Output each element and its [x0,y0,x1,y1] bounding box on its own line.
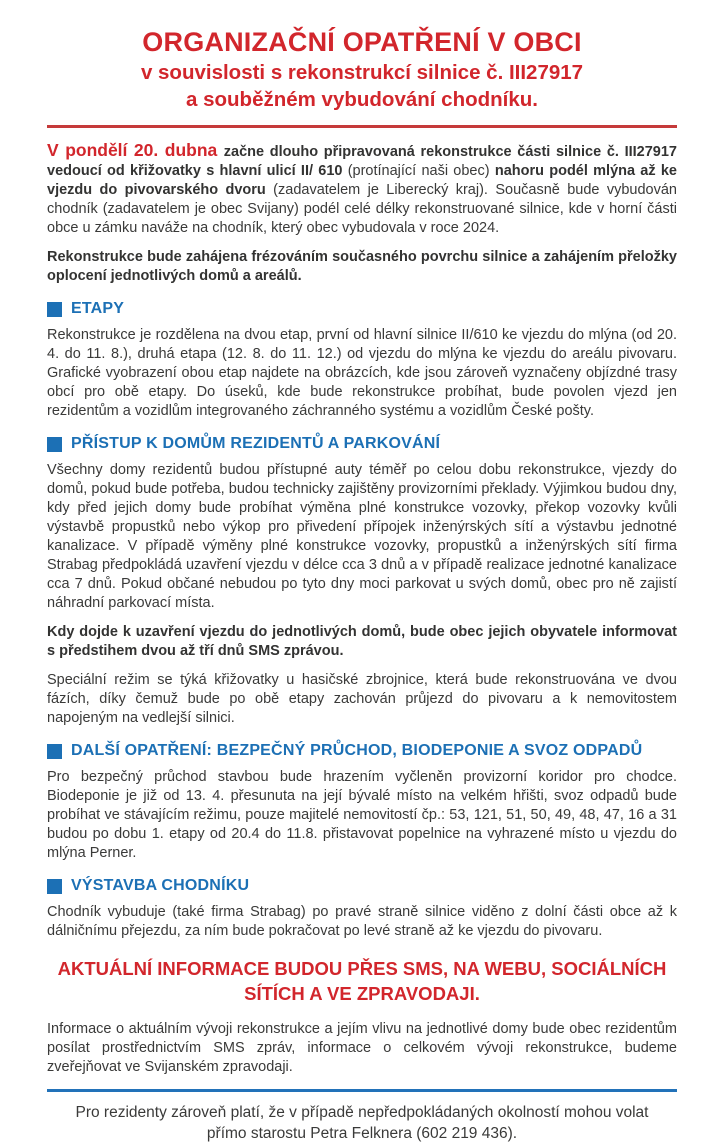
section-title: DALŠÍ OPATŘENÍ: BEZPEČNÝ PRŮCHOD, BIODEPONIE A SVOZ ODPADŮ [71,742,643,759]
section-marker-icon [47,437,62,452]
section-paragraph: Rekonstrukce je rozdělena na dvou etap, první od hlavní silnice II/610 ke vjezdu do mlýna (od 20. 4. do 11. 8.), druhá etapa (12. 8. do 11. 12.) od vjezdu do mlýna ke vjezdu do areálu pivovaru. Grafické vyobrazení obou etap najdete na obrázcích, kde jsou zároveň vyznačeny objízdné trasy obcí pro obě etapy. Do úseků, kde bude rekonstrukce probíhat, bude povolen vjezd jen rezidentům a vozidlům integrovaného záchranného systému a vozidlům České pošty. [47,327,677,419]
title-line-1: ORGANIZAČNÍ OPATŘENÍ V OBCI [142,27,582,57]
section-header-vystavba-chodniku [47,877,677,895]
section-paragraph-bold: Kdy dojde k uzavření vjezdu do jednotlivých domů, bude obec jejich obyvatele informovat s předstihem dvou až tří dnů SMS zprávou. [47,624,677,659]
closing-paragraph: Informace o aktuálním vývoji rekonstrukce a jejím vlivu na jednotlivé domy bude obec rezidentům posílat prostřednictvím SMS zpráv, informace o celkovém vývoji rekonstrukce, budeme zveřejňovat ve Svijanském zpravodaji. [47,1021,677,1075]
text-segment-lead: V pondělí 20. dubna [47,140,224,160]
section-header-dalsi-opatreni [47,742,677,760]
section-marker-icon [47,744,62,759]
section-header-pristup [47,435,677,453]
text-segment-bold: nahoru podél mlýna až ke vjezdu do pivovarského dvoru [47,163,677,198]
title-line-2: v souvislosti s rekonstrukcí silnice č. III27917 [140,61,584,84]
section-title: VÝSTAVBA CHODNÍKU [71,877,250,894]
section-title: ETAPY [71,300,125,317]
section-marker-icon [47,879,62,894]
page-title [47,26,677,113]
text-segment-bold: začne dlouho připravovaná rekonstrukce části silnice č. III27917 vedoucí od křižovatky s hlavní ulicí II/ 610 [47,144,677,179]
footer-line-1: Pro rezidenty zároveň platí, že v případě nepředpokládaných okolností mohou volat [75,1104,649,1121]
red-divider-rule [47,125,677,128]
section-title: PŘÍSTUP K DOMŮM REZIDENTŮ A PARKOVÁNÍ [71,435,441,452]
footer-line-2: přímo starostu Petra Felknera (602 219 436). [206,1125,518,1142]
alert-banner: AKTUÁLNÍ INFORMACE BUDOU PŘES SMS, NA WEBU, SOCIÁLNÍCH SÍTÍCH A VE ZPRAVODAJI. [57,958,667,1004]
section-paragraph: Chodník vybuduje (také firma Strabag) po pravé straně silnice viděno z dolní části obce až k dálničnímu přejezdu, za ním bude pokračovat po levé straně až ke vjezdu do pivovaru. [47,904,677,939]
section-paragraph: Všechny domy rezidentů budou přístupné auty téměř po celou dobu rekonstrukce, vjezdy do domů, pokud bude potřeba, budou technicky zajištěny provizorními překlady. Výjimkou budou dny, kdy před jejich domy bude probíhat výměna plné konstrukce vozovky, překop vozovky kvůli výstavbě propustků nebo výkop pro přivedení přípojek inženýrských sítí a výstavbu jednotné kanalizace. V případě výměny plné konstrukce vozovky, propustků a inženýrských sítí firma Strabag předpokládá uzavření vjezdu v délce cca 3 dnů a v případě realizace jednotné kanalizace cca 7 dnů. Pokud občané nebudou po tyto dny moci parkovat u svých domů, obec pro ně zajistí náhradní parkovací místa. [47,462,677,611]
text-segment-normal: (zadavatelem je Liberecký kraj). Současně bude vybudován chodník (zadavatelem je obec Svijany) podél celé délky rekonstruované silnice, kde v horní části obce u zámku naváže na chodník, který obec vybudovala v roce 2024. [47,182,677,236]
intro-emphasis-paragraph: Rekonstrukce bude zahájena frézováním současného povrchu silnice a zahájením přeložky oplocení jednotlivých domů a areálů. [47,249,677,284]
section-paragraph: Pro bezpečný průchod stavbou bude hrazením vyčleněn provizorní koridor pro chodce. Biodeponie je již od 13. 4. přesunuta na její bývalé místo na velkém hřišti, svoz odpadů bude probíhat ve stávajícím režimu, pouze majitelé nemovitostí čp.: 53, 121, 51, 50, 49, 48, 47, 16 a 31 budou po dobu 1. etapy od 20.4 do 11.8. přistavovat popelnice na vyhrazené místo u vjezdu do mlýna Perner. [47,769,677,861]
title-line-3: a souběžném vybudování chodníku. [186,88,538,111]
section-header-etapy [47,300,677,318]
blue-divider-rule [47,1089,677,1092]
intro-paragraph [47,141,677,238]
section-paragraph: Speciální režim se týká křižovatky u hasičské zbrojnice, která bude rekonstruována ve dvou fázích, díky čemuž bude po obě etapy zachován průjezd do pivovaru a k nemovitostem napojeným na vedlejší silnici. [47,672,677,726]
section-marker-icon [47,302,62,317]
footer-note [47,1102,677,1144]
text-segment-normal: (protínající naši obec) [347,163,495,179]
